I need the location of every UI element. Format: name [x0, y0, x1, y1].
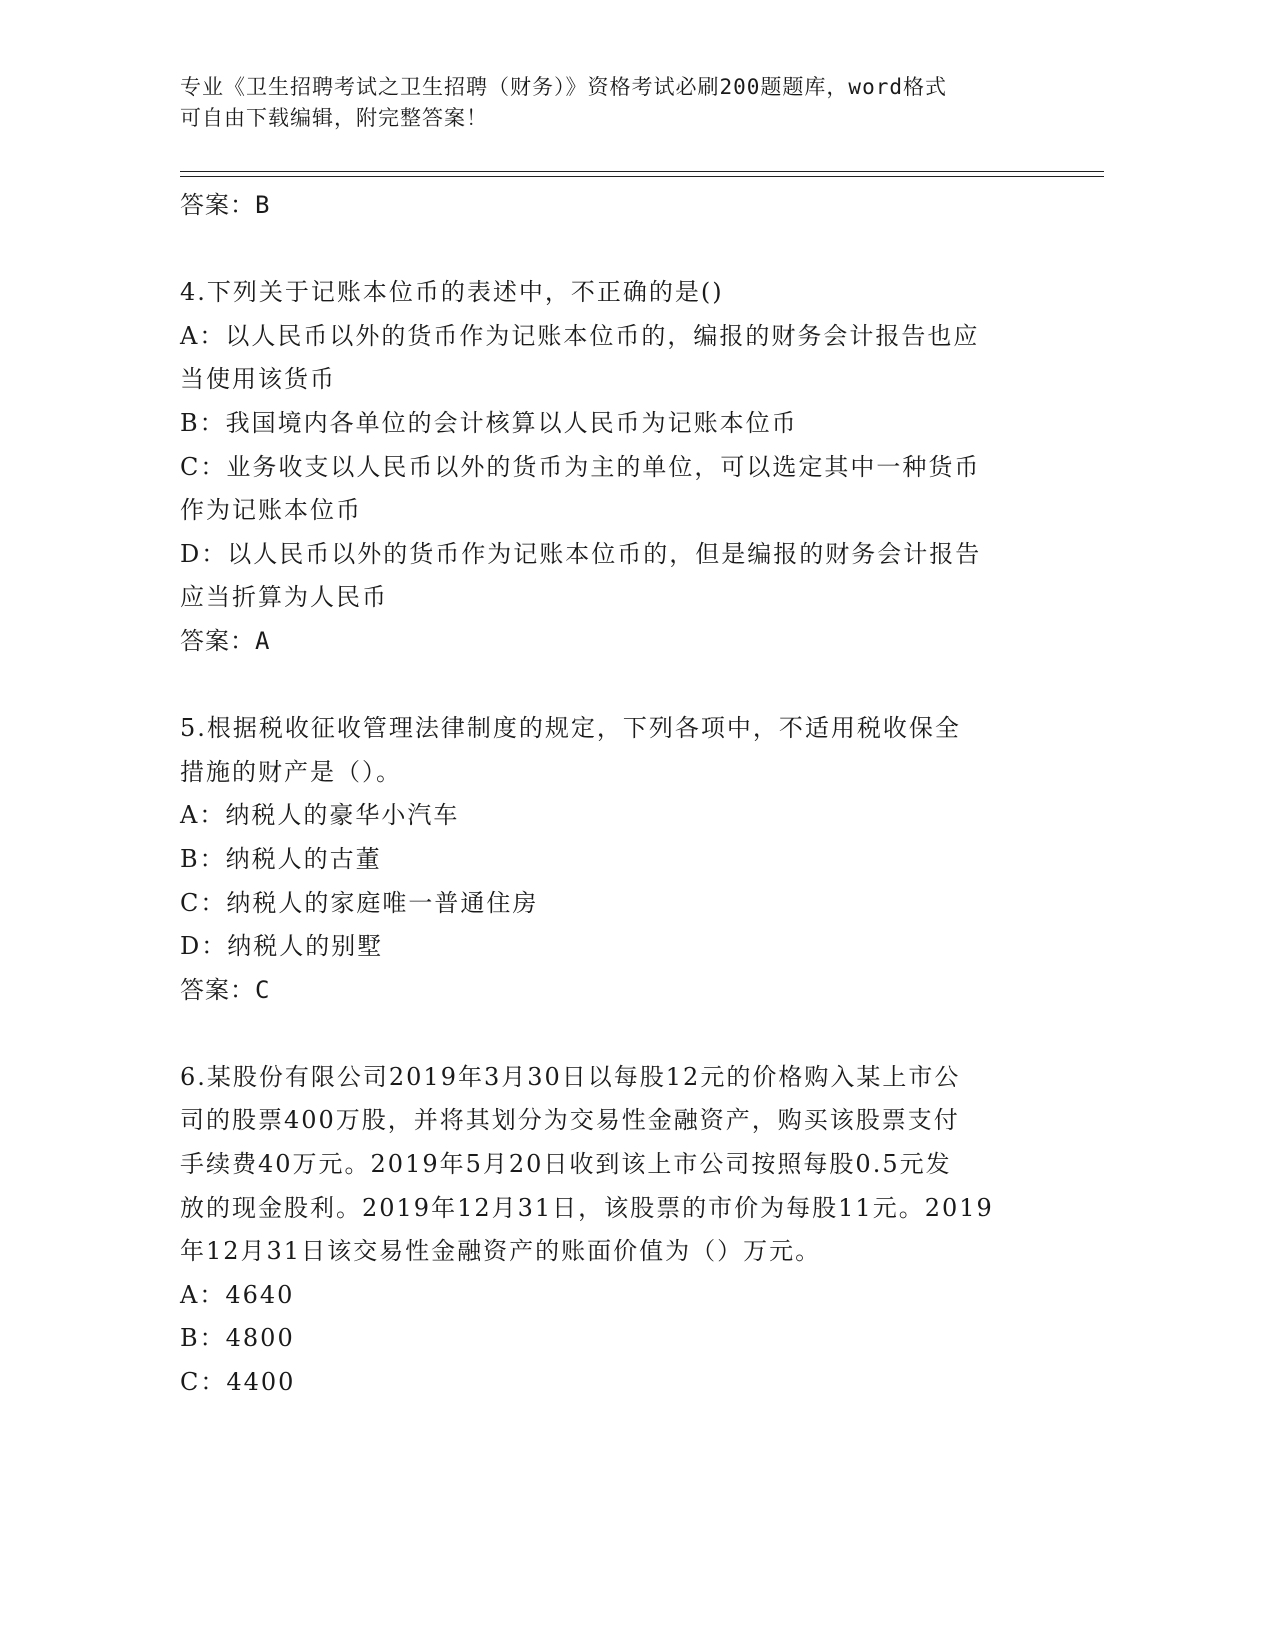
question-5: [180, 707, 1040, 1012]
question-stem: 4.下列关于记账本位币的表述中，不正确的是(): [180, 278, 724, 307]
answer-line: 答案：B: [180, 191, 271, 219]
option-d-continued: 应当折算为人民币: [180, 583, 388, 612]
option-d: D：纳税人的别墅: [180, 932, 384, 961]
option-b: B：纳税人的古董: [180, 844, 382, 873]
option-c-continued: 作为记账本位币: [180, 496, 362, 525]
option-c: C：业务收支以人民币以外的货币为主的单位，可以选定其中一种货币: [180, 452, 981, 481]
question-stem: 5.根据税收征收管理法律制度的规定，下列各项中，不适用税收保全: [180, 714, 961, 743]
option-a: A：以人民币以外的货币作为记账本位币的，编报的财务会计报告也应: [180, 321, 980, 350]
question-4: [180, 271, 1040, 663]
document-body: [180, 184, 1040, 1405]
option-a: A：4640: [180, 1280, 295, 1309]
option-b: B：4800: [180, 1324, 295, 1353]
question-stem-continued: 手续费40万元。2019年5月20日收到该上市公司按照每股0.5元发: [180, 1150, 952, 1179]
header-line-1: 专业《卫生招聘考试之卫生招聘（财务）》资格考试必刷200题题库，word格式: [180, 75, 947, 99]
answer-line: 答案：C: [180, 975, 271, 1004]
question-6: [180, 1056, 1040, 1405]
answer-line: 答案：A: [180, 626, 271, 655]
option-b: B：我国境内各单位的会计核算以人民币为记账本位币: [180, 408, 798, 437]
option-c: C：纳税人的家庭唯一普通住房: [180, 888, 539, 917]
option-d: D：以人民币以外的货币作为记账本位币的，但是编报的财务会计报告: [180, 539, 982, 568]
header-line-2: 可自由下载编辑，附完整答案！: [180, 106, 488, 130]
question-stem-continued: 措施的财产是（）。: [180, 757, 402, 786]
question-stem-continued: 放的现金股利。2019年12月31日，该股票的市价为每股11元。2019: [180, 1193, 994, 1222]
header-divider-bottom: [180, 176, 1104, 177]
question-stem-continued: 年12月31日该交易性金融资产的账面价值为（）万元。: [180, 1237, 822, 1266]
option-c: C：4400: [180, 1368, 296, 1397]
question-stem: 6.某股份有限公司2019年3月30日以每股12元的价格购入某上市公: [180, 1062, 961, 1091]
document-header: [180, 72, 1030, 134]
option-a: A：纳税人的豪华小汽车: [180, 801, 460, 830]
option-a-continued: 当使用该货币: [180, 365, 336, 394]
question-stem-continued: 司的股票400万股，并将其划分为交易性金融资产，购买该股票支付: [180, 1106, 960, 1135]
header-divider-top: [180, 171, 1104, 172]
